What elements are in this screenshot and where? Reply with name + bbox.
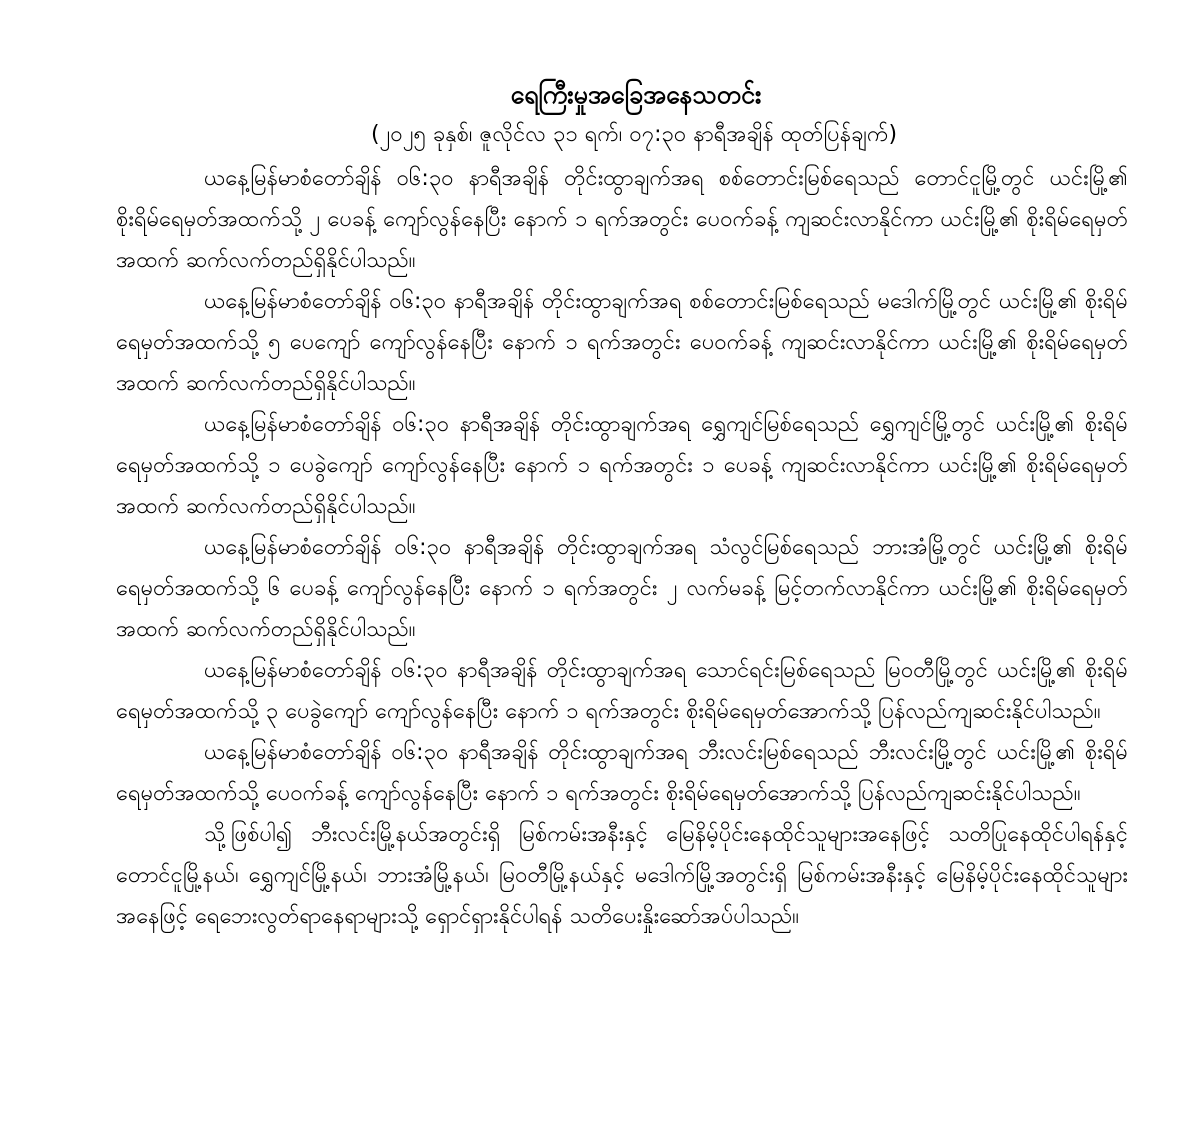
paragraph-sittaung-taungoo: ယနေ့မြန်မာစံတော်ချိန် ၀၆:၃၀ နာရီအချိန် တိုင်းထွာချက်အရ စစ်တောင်းမြစ်ရေသည် တောင်ငူမြို့တွင် ယင်းမြို့၏ စိုးရိမ်ရေမှတ်အထက်သို့ ၂ ပေခန့် ကျော်လွန်နေပြီး နောက် ၁ ရက်အတွင်း ပေဝက်ခန့် ကျဆင်းလာနိုင်ကာ ယင်းမြို့၏ စိုးရိမ်ရေမှတ်အထက် ဆက်လက်တည်ရှိနိုင်ပါသည်။: [116, 166, 1128, 273]
paragraph-thanlwin-hpa-an: ယနေ့မြန်မာစံတော်ချိန် ၀၆:၃၀ နာရီအချိန် တိုင်းထွာချက်အရ သံလွင်မြစ်ရေသည် ဘားအံမြို့တွင် ယင်းမြို့၏ စိုးရိမ်ရေမှတ်အထက်သို့ ၆ ပေခန့် ကျော်လွန်နေပြီး နောက် ၁ ရက်အတွင်း ၂ လက်မခန့် မြင့်တက်လာနိုင်ကာ ယင်းမြို့၏ စိုးရိမ်ရေမှတ်အထက် ဆက်လက်တည်ရှိနိုင်ပါသည်။: [116, 535, 1128, 642]
issue-datetime: (၂၀၂၅ ခုနှစ်၊ ဇူလိုင်လ ၃၁ ရက်၊ ၀၇:၃၀ နာရီအချိန် ထုတ်ပြန်ချက်): [370, 122, 898, 147]
paragraph-thaungyin-myawaddy: ယနေ့မြန်မာစံတော်ချိန် ၀၆:၃၀ နာရီအချိန် တိုင်းထွာချက်အရ သောင်ရင်းမြစ်ရေသည် မြဝတီမြို့တွင် ယင်းမြို့၏ စိုးရိမ်ရေမှတ်အထက်သို့ ၃ ပေခွဲကျော် ကျော်လွန်နေပြီး နောက် ၁ ရက်အတွင်း စိုးရိမ်ရေမှတ်အောက်သို့ ပြန်လည်ကျဆင်းနိုင်ပါသည်။: [116, 658, 1128, 724]
paragraph-bilin: ယနေ့မြန်မာစံတော်ချိန် ၀၆:၃၀ နာရီအချိန် တိုင်းထွာချက်အရ ဘီးလင်းမြစ်ရေသည် ဘီးလင်းမြို့တွင် ယင်းမြို့၏ စိုးရိမ်ရေမှတ်အထက်သို့ ပေဝက်ခန့် ကျော်လွန်နေပြီး နောက် ၁ ရက်အတွင်း စိုးရိမ်ရေမှတ်အောက်သို့ ပြန်လည်ကျဆင်းနိုင်ပါသည်။: [116, 740, 1128, 806]
paragraph-shwegyin: ယနေ့မြန်မာစံတော်ချိန် ၀၆:၃၀ နာရီအချိန် တိုင်းထွာချက်အရ ရွှေကျင်မြစ်ရေသည် ရွှေကျင်မြို့တွင် ယင်းမြို့၏ စိုးရိမ်ရေမှတ်အထက်သို့ ၁ ပေခွဲကျော် ကျော်လွန်နေပြီး နောက် ၁ ရက်အတွင်း ၁ ပေခန့် ကျဆင်းလာနိုင်ကာ ယင်းမြို့၏ စိုးရိမ်ရေမှတ်အထက် ဆက်လက်တည်ရှိနိုင်ပါသည်။: [116, 412, 1128, 519]
document-title: ရေကြီးမှုအခြေအနေသတင်း: [510, 80, 762, 109]
paragraph-sittaung-madauk: ယနေ့မြန်မာစံတော်ချိန် ၀၆:၃၀ နာရီအချိန် တိုင်းထွာချက်အရ စစ်တောင်းမြစ်ရေသည် မဒေါက်မြို့တွင် ယင်းမြို့၏ စိုးရိမ်ရေမှတ်အထက်သို့ ၅ ပေကျော် ကျော်လွန်နေပြီး နောက် ၁ ရက်အတွင်း ပေဝက်ခန့် ကျဆင်းလာနိုင်ကာ ယင်းမြို့၏ စိုးရိမ်ရေမှတ်အထက် ဆက်လက်တည်ရှိနိုင်ပါသည်။: [116, 289, 1128, 396]
paragraph-warning: သို့ဖြစ်ပါ၍ ဘီးလင်းမြို့နယ်အတွင်းရှိ မြစ်ကမ်းအနီးနှင့် မြေနိမ့်ပိုင်းနေထိုင်သူများအနေဖြင့် သတိပြုနေထိုင်ပါရန်နှင့် တောင်ငူမြို့နယ်၊ ရွှေကျင်မြို့နယ်၊ ဘားအံမြို့နယ်၊ မြဝတီမြို့နယ်နှင့် မဒေါက်မြို့အတွင်းရှိ မြစ်ကမ်းအနီးနှင့် မြေနိမ့်ပိုင်းနေထိုင်သူများအနေဖြင့် ရေဘေးလွတ်ရာနေရာများသို့ ရှောင်ရှားနိုင်ပါရန် သတိပေးနှိုးဆော်အပ်ပါသည်။: [116, 822, 1128, 929]
